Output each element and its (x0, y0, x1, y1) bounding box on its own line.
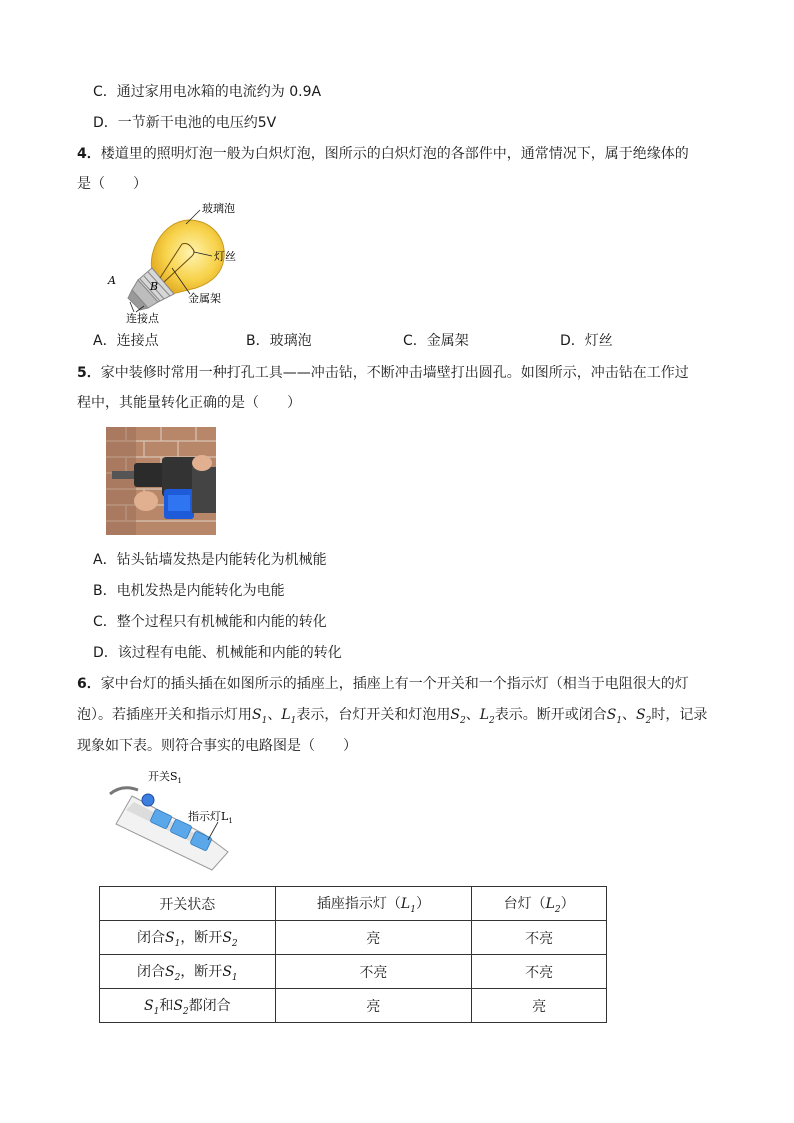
q5-option-c: C．整个过程只有机械能和内能的转化 (93, 614, 327, 630)
q6-line2-part-b: 表示，台灯开关和灯泡用 (296, 707, 451, 723)
q4-option-b: B．玻璃泡 (246, 333, 312, 349)
label-metal-frame: 金属架 (188, 292, 221, 305)
table-row (100, 989, 607, 1023)
q5-option-a: A．钻头钻墙发热是内能转化为机械能 (93, 552, 327, 568)
row3-l2: 亮 (472, 989, 607, 1023)
label-indicator-l1: 指示灯$L_1$ (188, 810, 233, 825)
q5-option-d: D．该过程有电能、机械能和内能的转化 (93, 645, 342, 661)
light-bulb-figure (100, 198, 260, 324)
label-switch-s1: 开关$S_1$ (148, 770, 183, 785)
impact-drill-photo (106, 427, 216, 535)
header-switch-state: 开关状态 (100, 887, 276, 921)
row2-state: 闭合$S_2$，断开$S_1$ (100, 955, 276, 989)
math-s2-b: $S_2$ (636, 707, 652, 726)
q4-number: 4． (77, 146, 101, 162)
table-header-row (100, 887, 607, 921)
row1-state: 闭合$S_1$，断开$S_2$ (100, 921, 276, 955)
q6-line2-part-d: 时，记录 (651, 707, 708, 723)
row1-l1: 亮 (275, 921, 472, 955)
q5-stem-text: 家中装修时常用一种打孔工具——冲击钻，不断冲击墙壁打出圆孔。如图所示，冲击钻在工作过 (100, 365, 689, 381)
power-strip-body (116, 796, 228, 870)
header-indicator-l1: 插座指示灯$(L_1)$ (275, 887, 472, 921)
math-l2: $L_2$ (479, 707, 495, 726)
q6-line2-part-a: 泡）。若插座开关和指示灯用 (77, 707, 252, 723)
table-row (100, 921, 607, 955)
q6-stem-text: 家中台灯的插头插在如图所示的插座上，插座上有一个开关和一个指示灯（相当于电阻很大的灯 (100, 676, 689, 692)
header-lamp-l2: 台灯$(L_2)$ (472, 887, 607, 921)
math-l1: $L_1$ (281, 707, 297, 726)
q4-stem-text: 楼道里的照明灯泡一般为白炽灯泡，图所示的白炽灯泡的各部件中，通常情况下，属于绝缘体的 (100, 146, 689, 162)
label-contact-point: 连接点 (126, 312, 159, 324)
q6-observation-table (99, 886, 607, 1023)
q4-option-d: D．灯丝 (560, 333, 613, 349)
q4-stem-line2: 是（ ） (77, 176, 147, 192)
switch-button (142, 794, 154, 806)
math-s2: $S_2$ (450, 707, 466, 726)
row2-l2: 不亮 (472, 955, 607, 989)
label-a: A (108, 274, 116, 287)
q4-option-c: C．金属架 (403, 333, 469, 349)
q5-number: 5． (77, 365, 101, 381)
table-row (100, 955, 607, 989)
row3-state: $S_1$和$S_2$都闭合 (100, 989, 276, 1023)
row1-l2: 不亮 (472, 921, 607, 955)
q3-option-d: D．一节新干电池的电压约5V (93, 115, 277, 131)
label-glass-bulb: 玻璃泡 (202, 202, 235, 215)
label-filament: 灯丝 (214, 250, 236, 263)
q4-option-a: A．连接点 (93, 333, 159, 349)
q6-line2-part-c: 表示。断开或闭合 (494, 707, 607, 723)
math-s1: $S_1$ (252, 707, 268, 726)
power-strip-figure (108, 766, 234, 874)
q6-stem-line2: 泡）。若插座开关和指示灯用$S_1$、$L_1$表示，台灯开关和灯泡用$S_2$、$L_2$表示。断开或闭合$S_1$、$S_2$时，记录 (77, 707, 708, 726)
label-b: B (150, 280, 159, 293)
q5-stem-line2: 程中，其能量转化正确的是（ ） (77, 395, 301, 411)
math-s1-b: $S_1$ (606, 707, 623, 726)
q5-stem-line1 (77, 363, 689, 383)
q4-stem-line1 (77, 144, 689, 164)
q6-number: 6． (77, 676, 101, 692)
q3-option-c: C．通过家用电冰箱的电流约为 0.9A (93, 84, 322, 100)
q5-option-b: B．电机发热是内能转化为电能 (93, 583, 285, 599)
q6-stem-line3: 现象如下表。则符合事实的电路图是（ ） (77, 738, 357, 754)
q6-stem-line1 (77, 674, 689, 694)
row2-l1: 不亮 (275, 955, 472, 989)
row3-l1: 亮 (275, 989, 472, 1023)
